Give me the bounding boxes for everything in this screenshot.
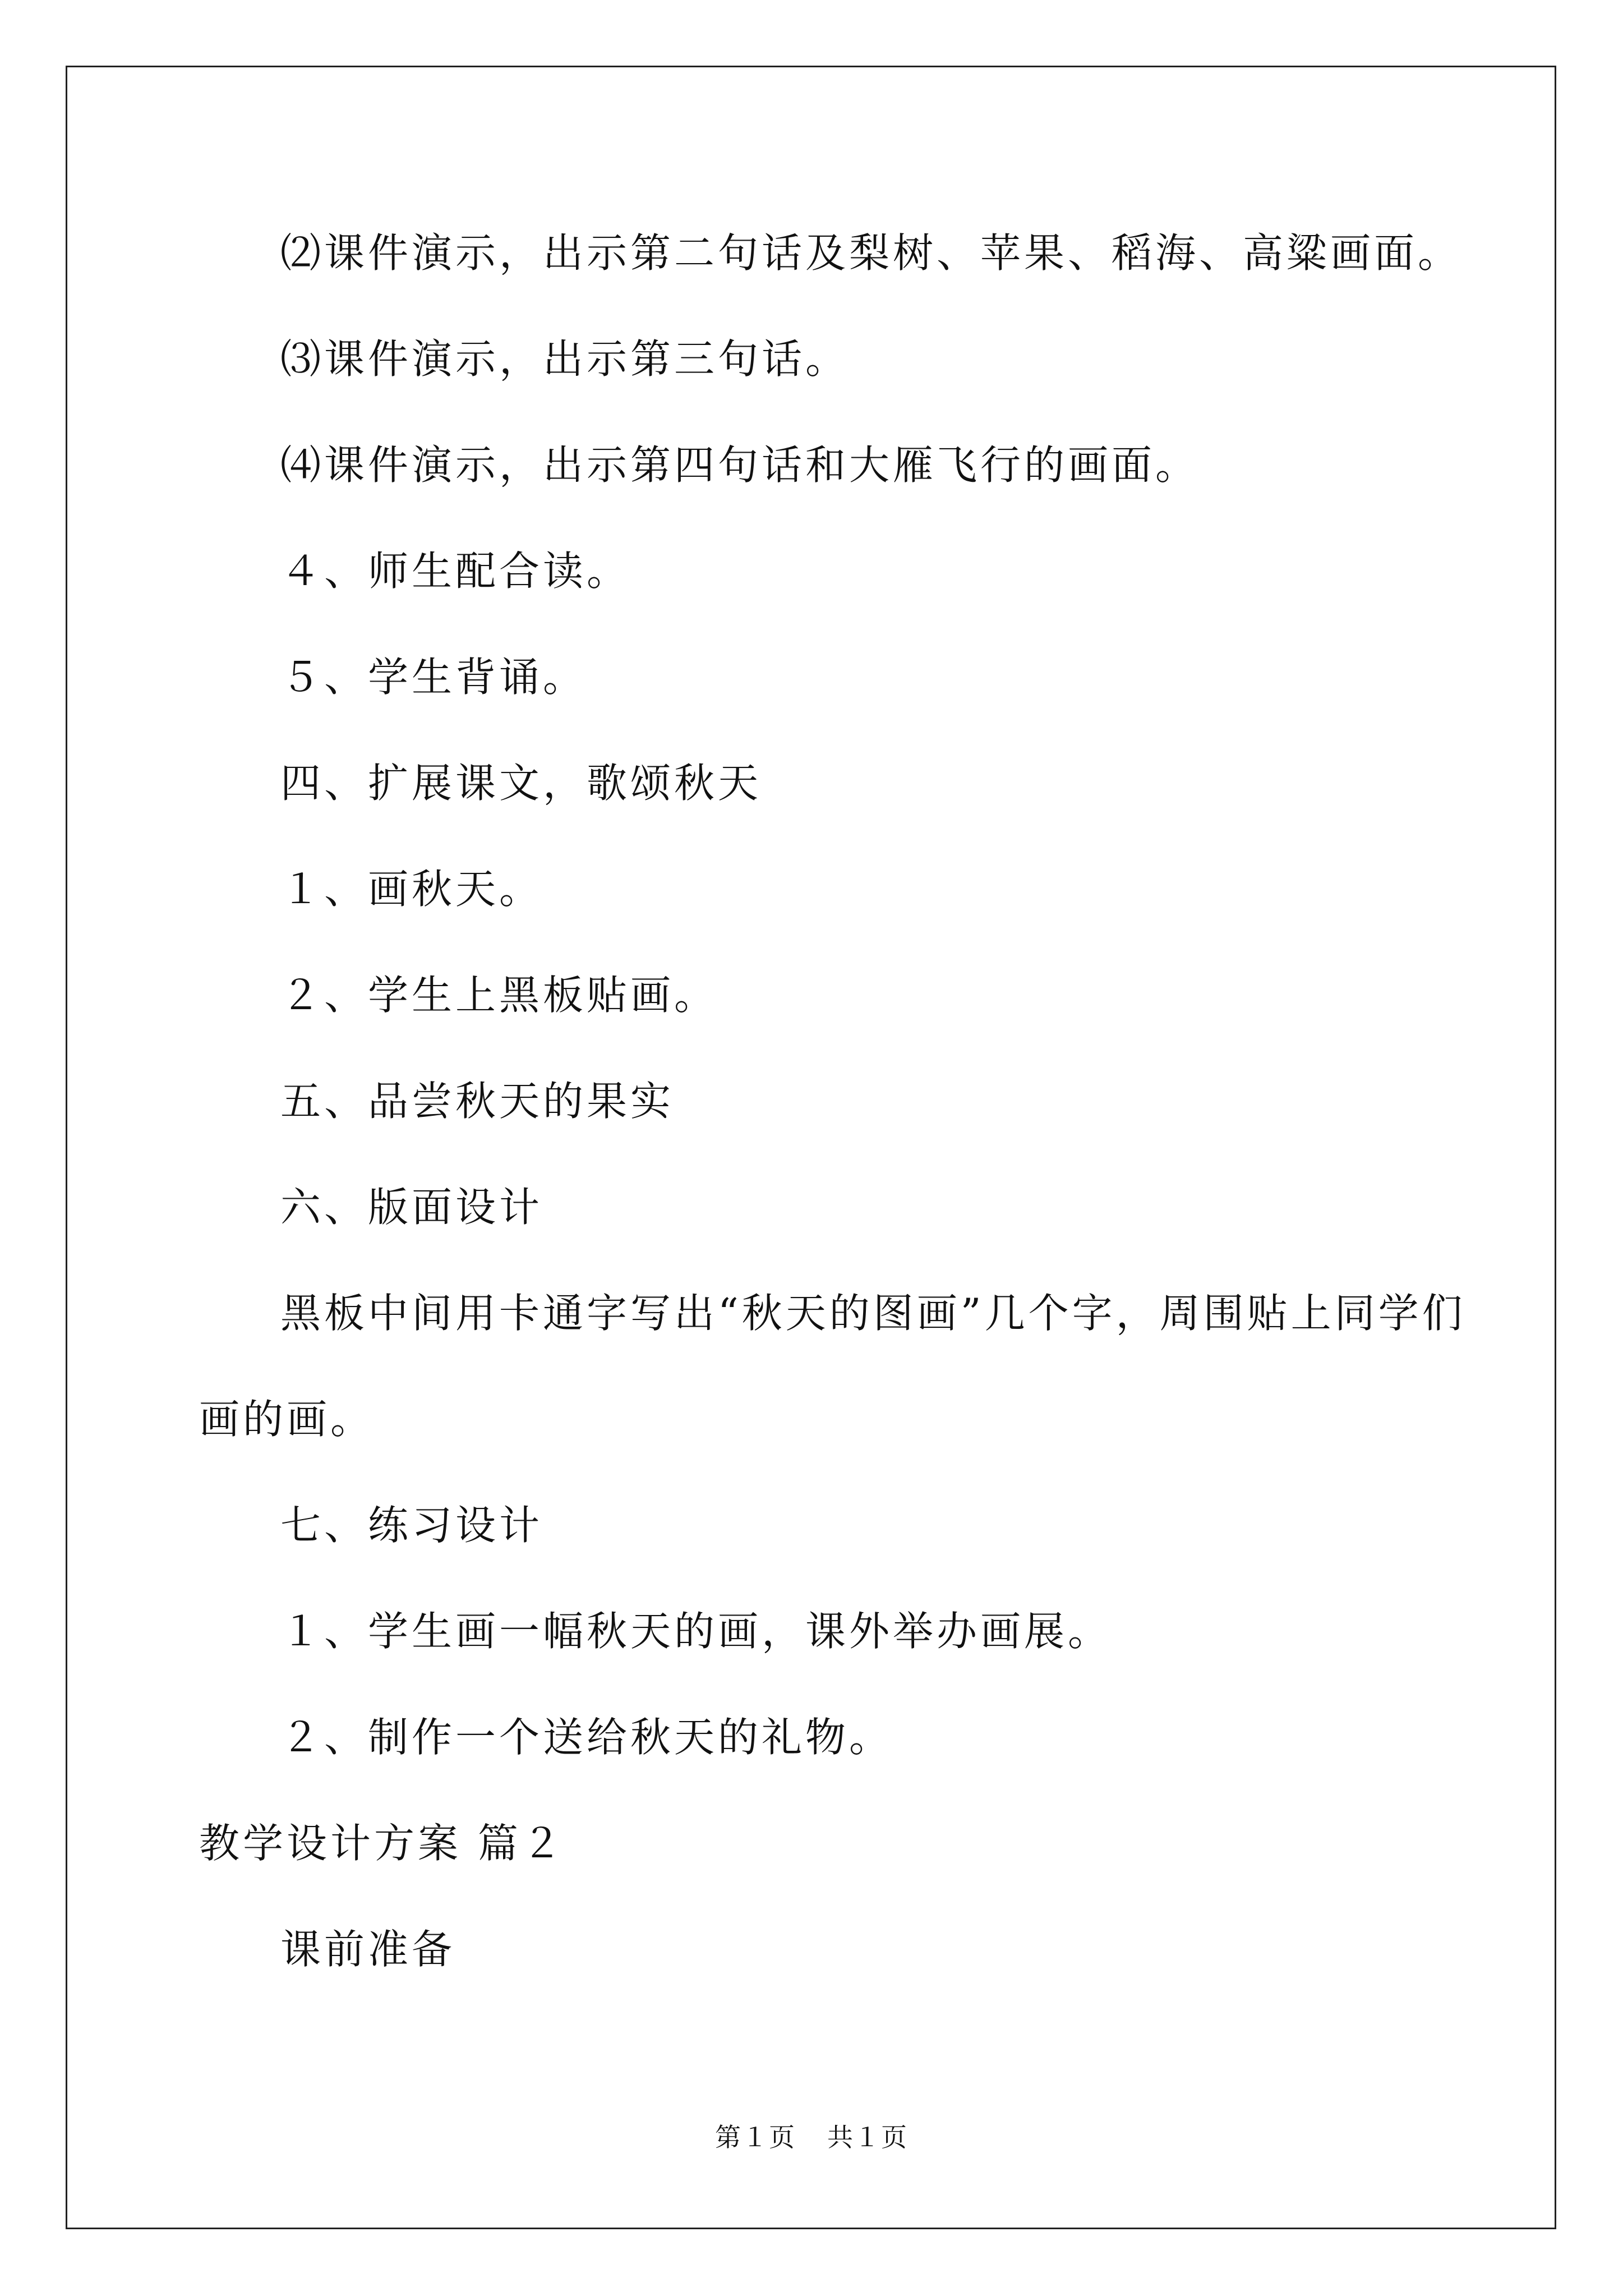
paragraph-line: ５、学生背诵。: [280, 654, 587, 701]
paragraph-line: ２、制作一个送给秋天的礼物。: [280, 1714, 893, 1761]
paragraph-line: １、画秋天。: [280, 866, 543, 913]
paragraph-line: ⑵课件演示，出示第二句话及梨树、苹果、稻海、高粱画面。: [280, 229, 1462, 277]
section-heading: 七、练习设计: [280, 1502, 543, 1549]
page-total: 共１页: [827, 2122, 908, 2152]
paragraph-line: １、学生画一幅秋天的画，课外举办画展。: [280, 1608, 1112, 1655]
paragraph-line: ⑶课件演示，出示第三句话。: [280, 335, 850, 383]
section-heading: 四、扩展课文，歌颂秋天: [280, 760, 762, 807]
document-title: 教学设计方案 篇２: [199, 1820, 565, 1867]
paragraph-line: 画的画。: [199, 1396, 375, 1443]
page-border: [66, 66, 1556, 2229]
paragraph-line: ⑷课件演示，出示第四句话和大雁飞行的画面。: [280, 441, 1200, 489]
paragraph-line: ２、学生上黑板贴画。: [280, 972, 718, 1019]
page-footer: [0, 2120, 1623, 2154]
section-heading: 五、品尝秋天的果实: [280, 1078, 675, 1125]
paragraph-line: 课前准备: [280, 1926, 456, 1973]
paragraph-line: ４、师生配合读。: [280, 547, 631, 595]
section-heading: 六、版面设计: [280, 1184, 543, 1231]
paragraph-line: 黑板中间用卡通字写出“秋天的图画”几个字，周围贴上同学们: [280, 1290, 1466, 1337]
page-number: 第１页: [715, 2122, 796, 2152]
